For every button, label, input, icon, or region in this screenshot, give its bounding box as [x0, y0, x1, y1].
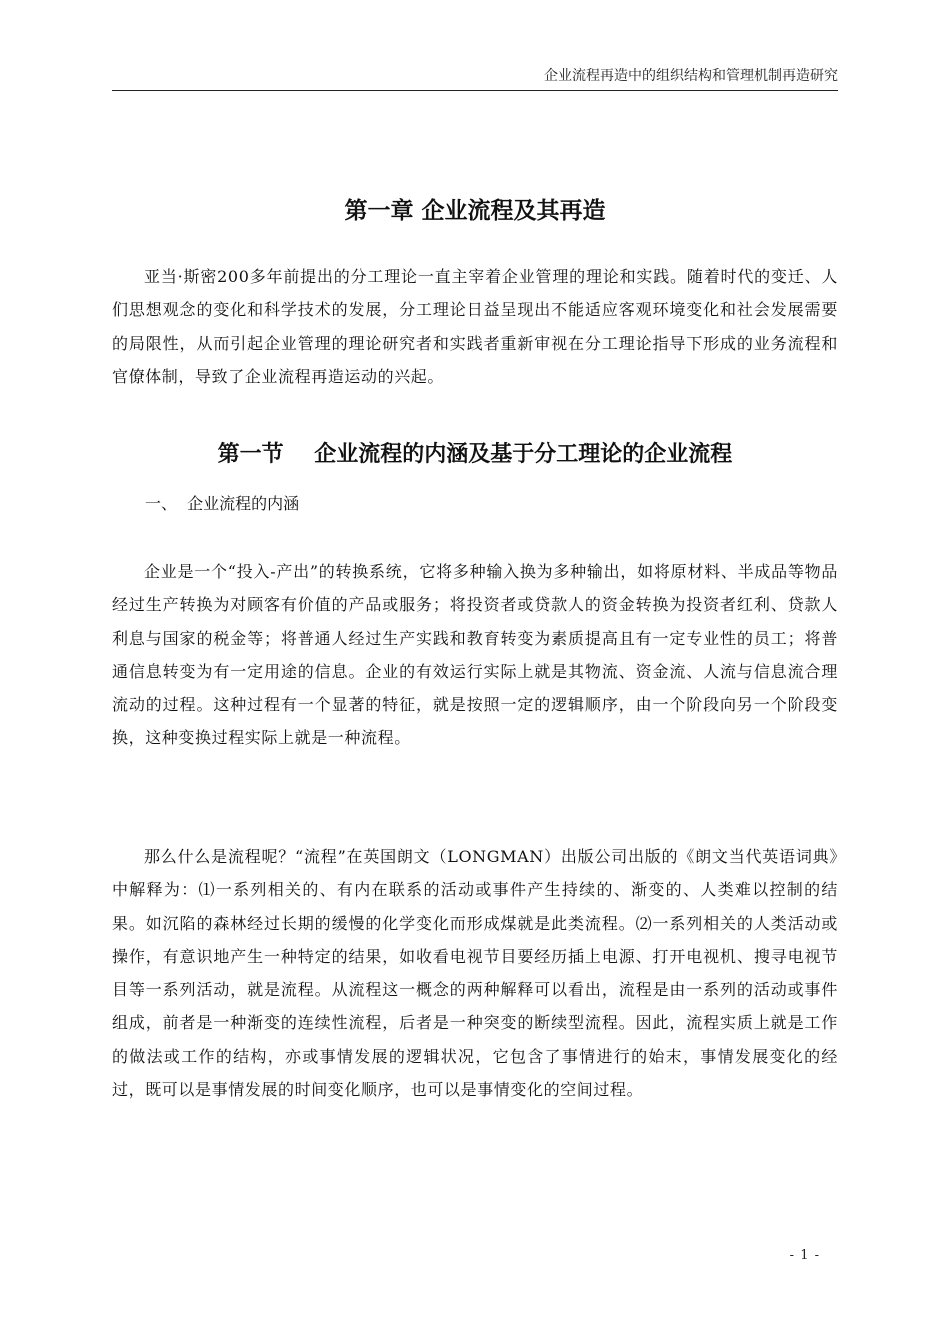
subsection-heading: 一、 企业流程的内涵 — [145, 494, 300, 513]
page-number: - 1 - — [789, 1248, 820, 1263]
intro-paragraph: 亚当·斯密200多年前提出的分工理论一直主宰着企业管理的理论和实践。随着时代的变迁、人们思想观念的变化和科学技术的发展，分工理论日益呈现出不能适应客观环境变化和社会发展需要的局限性，从而引起企业管理的理论研究者和实践者重新审视在分工理论指导下形成的业务流程和官僚体制，导致了企业流程再造运动的兴起。 — [112, 267, 838, 386]
section-title: 第一节 企业流程的内涵及基于分工理论的企业流程 — [217, 441, 733, 467]
header-divider — [112, 90, 838, 91]
chapter-title: 第一章 企业流程及其再造 — [344, 197, 606, 224]
body-paragraph-process-definition: 那么什么是流程呢？“流程”在英国朗文（LONGMAN）出版公司出版的《朗文当代英语词典》中解释为：⑴一系列相关的、有内在联系的活动或事件产生持续的、渐变的、人类难以控制的结果。如沉陷的森林经过长期的缓慢的化学变化而形成煤就是此类流程。⑵一系列相关的人类活动或操作，有意识地产生一种特定的结果，如收看电视节目要经历插上电源、打开电视机、搜寻电视节目等一系列活动，就是流程。从流程这一概念的两种解释可以看出，流程是由一系列的活动或事件组成，前者是一种渐变的连续性流程，后者是一种突变的断续型流程。因此，流程实质上就是工作的做法或工作的结构，亦或事情发展的逻辑状况，它包含了事情进行的始末，事情发展变化的经过，既可以是事情发展的时间变化顺序，也可以是事情变化的空间过程。 — [112, 847, 838, 1100]
body-paragraph-enterprise-system: 企业是一个“投入-产出”的转换系统，它将多种输入换为多种输出，如将原材料、半成品等物品经过生产转换为对顾客有价值的产品或服务；将投资者或贷款人的资金转换为投资者红利、贷款人利息与国家的税金等；将普通人经过生产实践和教育转变为素质提高且有一定专业性的员工；将普通信息转变为有一定用途的信息。企业的有效运行实际上就是其物流、资金流、人流与信息流合理流动的过程。这种过程有一个显著的特征，就是按照一定的逻辑顺序，由一个阶段向另一个阶段变换，这种变换过程实际上就是一种流程。 — [112, 562, 838, 748]
running-header: 企业流程再造中的组织结构和管理机制再造研究 — [544, 68, 838, 84]
